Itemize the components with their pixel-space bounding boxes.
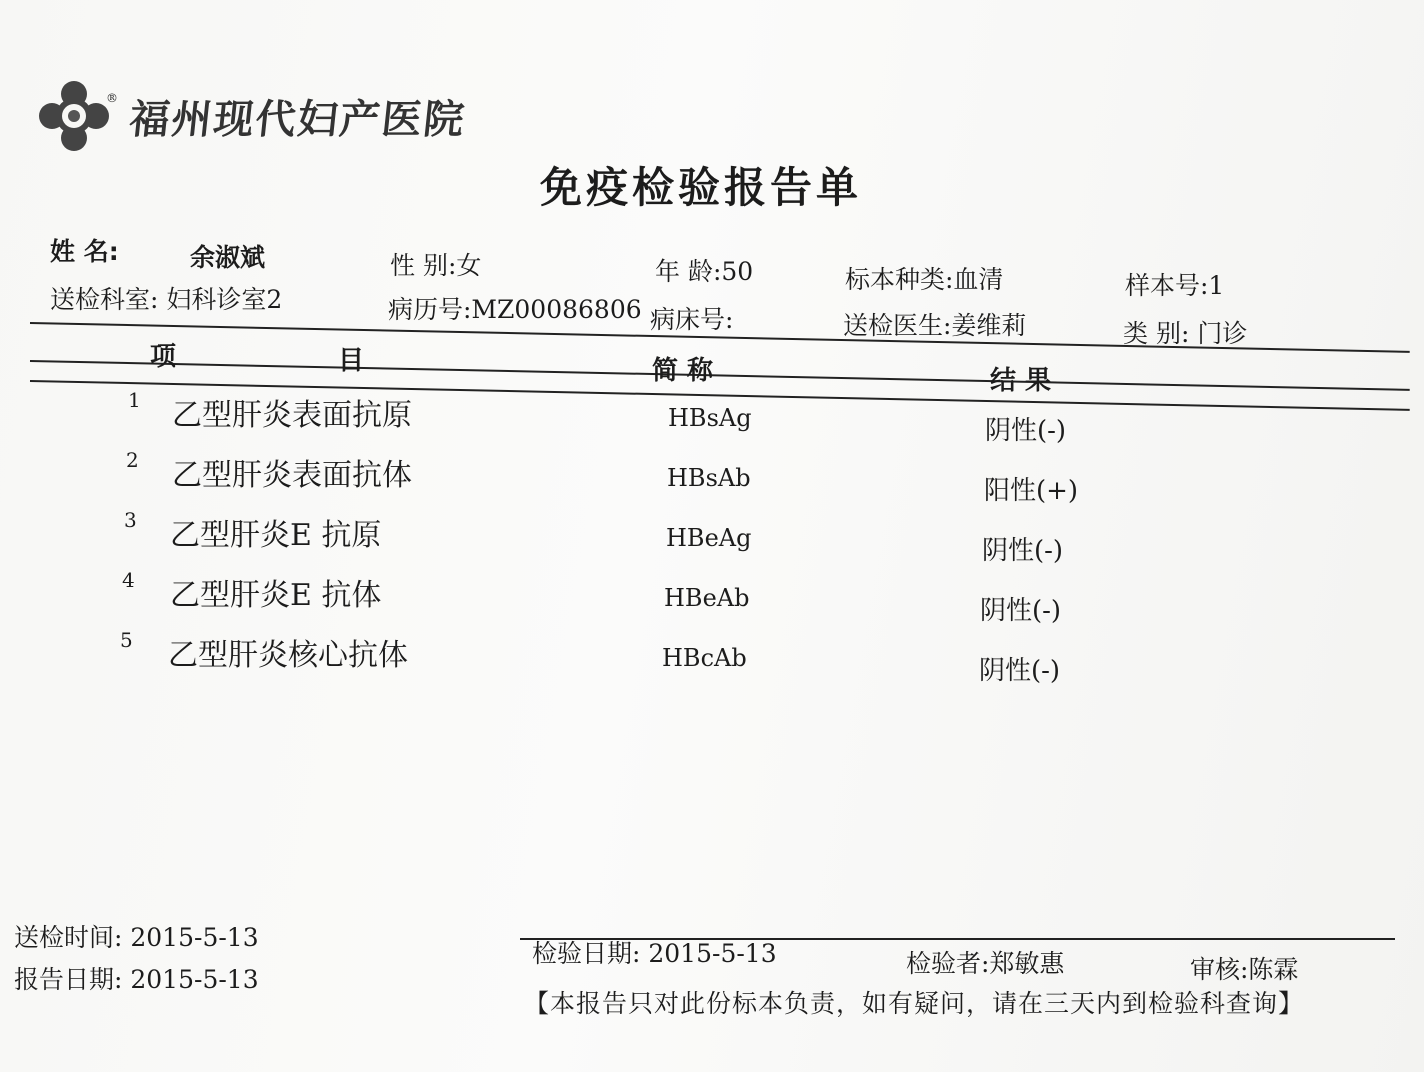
row-result: 阴性(-) xyxy=(982,536,1064,566)
hospital-name: 福州现代妇产医院 xyxy=(127,96,469,143)
row-number: 5 xyxy=(120,628,133,652)
record-number: 病历号:MZ00086806 xyxy=(388,295,642,324)
reviewer: 审核:陈霖 xyxy=(1190,955,1299,984)
registered-mark: ® xyxy=(106,91,118,105)
row-abbr: HBeAg xyxy=(666,524,752,552)
row-item: 乙型肝炎表面抗原 xyxy=(172,398,412,433)
row-abbr: HBeAb xyxy=(664,584,750,612)
row-result: 阴性(-) xyxy=(985,416,1067,446)
row-abbr: HBcAb xyxy=(662,644,747,672)
category: 类 别: 门诊 xyxy=(1123,319,1248,348)
patient-name: 余淑斌 xyxy=(190,243,266,272)
test-date: 检验日期: 2015-5-13 xyxy=(532,939,777,968)
bed-number: 病床号: xyxy=(650,305,734,334)
patient-age: 年 龄:50 xyxy=(655,257,754,286)
row-item: 乙型肝炎表面抗体 xyxy=(172,458,412,493)
row-item: 乙型肝炎E 抗体 xyxy=(170,578,382,613)
report-date: 报告日期: 2015-5-13 xyxy=(14,965,259,994)
disclaimer-note: 【本报告只对此份标本负责，如有疑问，请在三天内到检验科查询】 xyxy=(524,989,1305,1018)
row-result: 阴性(-) xyxy=(980,596,1062,626)
row-result: 阴性(-) xyxy=(979,656,1061,686)
row-item: 乙型肝炎E 抗原 xyxy=(170,518,382,553)
col-header-item-2: 目 xyxy=(338,346,365,376)
specimen-type: 标本种类:血清 xyxy=(845,265,1004,294)
row-number: 4 xyxy=(122,568,135,592)
patient-gender: 性 别:女 xyxy=(390,251,482,280)
doctor: 送检医生:姜维莉 xyxy=(843,311,1027,340)
report-title: 免疫检验报告单 xyxy=(540,163,863,212)
row-abbr: HBsAb xyxy=(667,464,751,492)
hospital-logo xyxy=(38,80,469,152)
send-time: 送检时间: 2015-5-13 xyxy=(14,923,259,952)
row-number: 3 xyxy=(124,508,137,532)
row-number: 2 xyxy=(126,448,139,472)
sample-number: 样本号:1 xyxy=(1125,271,1225,300)
department: 送检科室: 妇科诊室2 xyxy=(50,285,283,314)
row-number: 1 xyxy=(128,388,141,412)
col-header-item: 项 xyxy=(150,342,177,372)
tester: 检验者:郑敏惠 xyxy=(906,949,1065,978)
row-result: 阳性(+) xyxy=(984,476,1079,506)
row-item: 乙型肝炎核心抗体 xyxy=(168,638,408,673)
row-abbr: HBsAg xyxy=(668,404,752,432)
flower-logo-icon xyxy=(38,80,110,152)
col-header-result: 结 果 xyxy=(990,366,1052,396)
col-header-abbr: 简 称 xyxy=(652,356,714,386)
name-label: 姓 名: xyxy=(50,237,119,266)
